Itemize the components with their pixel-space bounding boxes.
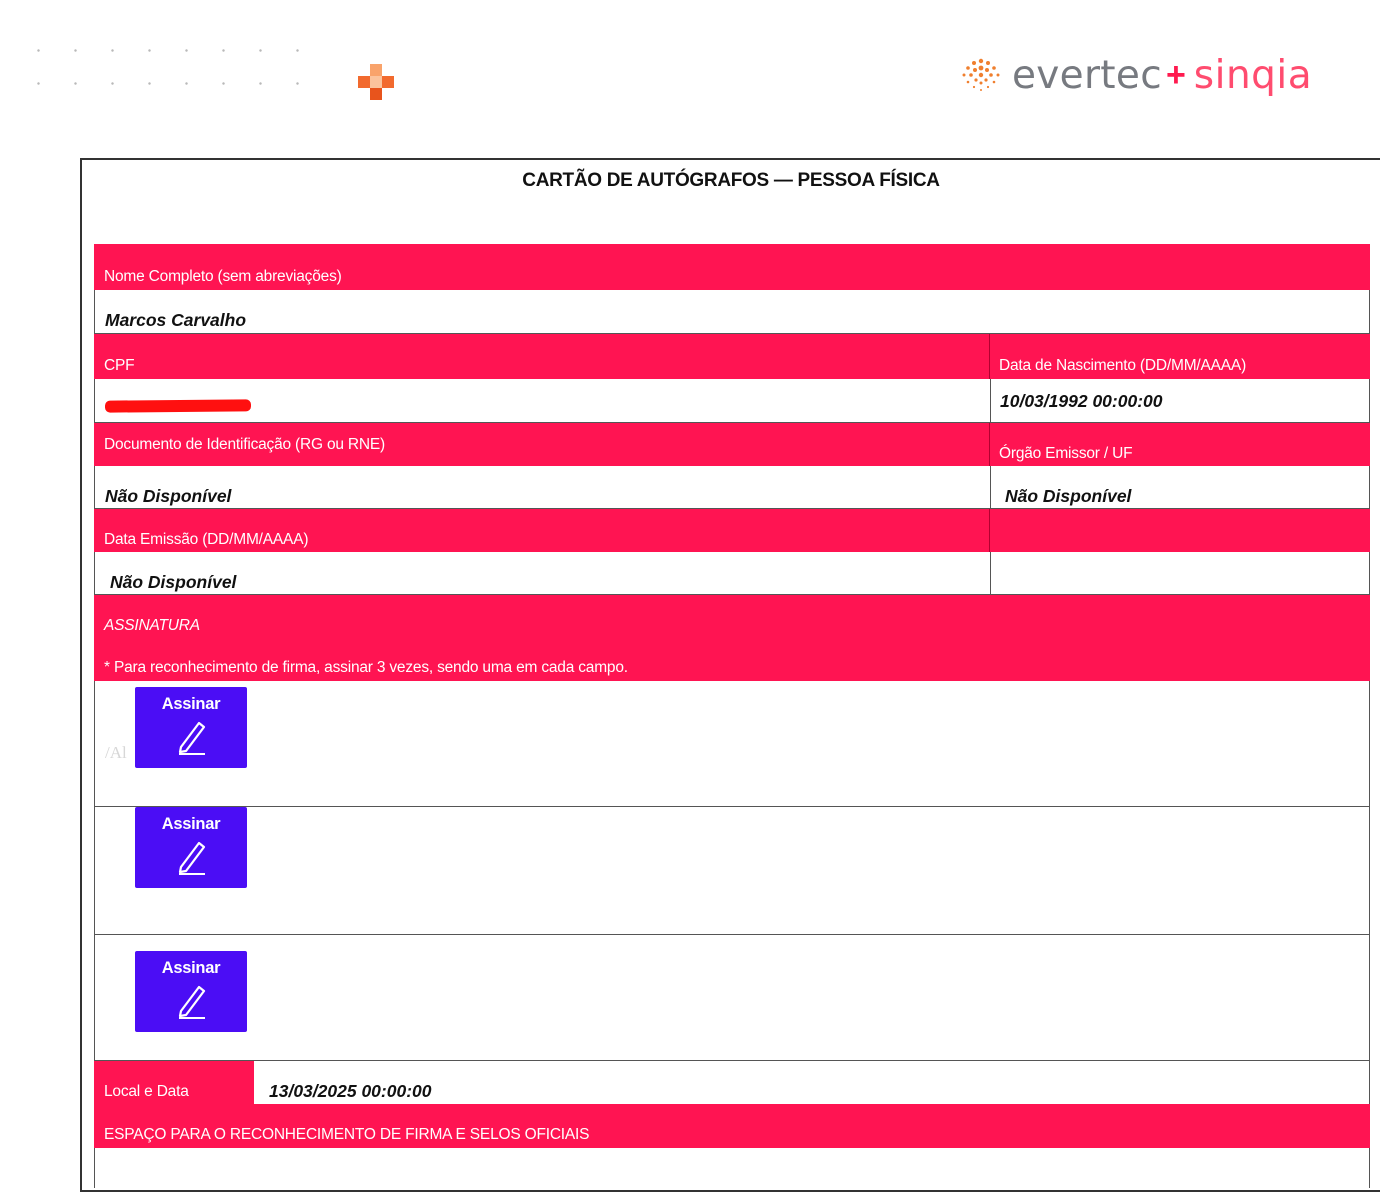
assinatura-note: * Para reconhecimento de firma, assinar 3 vezes, sendo uma em cada campo. bbox=[104, 659, 628, 676]
cpf-label: CPF bbox=[104, 357, 135, 374]
evertec-dots-icon bbox=[958, 55, 1004, 95]
cpf-value-row bbox=[94, 379, 1370, 423]
nome-label-row bbox=[94, 244, 1370, 290]
sign-button-3[interactable] bbox=[135, 951, 247, 1032]
sign-button-2-label: Assinar bbox=[161, 815, 221, 833]
local-label: Local e Data bbox=[104, 1083, 189, 1100]
assinatura-header bbox=[94, 595, 1370, 681]
pen-icon bbox=[171, 837, 211, 877]
signature-card bbox=[80, 158, 1380, 1192]
local-label-cell bbox=[94, 1061, 254, 1104]
espaco-field bbox=[94, 1148, 1370, 1188]
sign-button-3-label: Assinar bbox=[161, 959, 221, 977]
nome-value: Marcos Carvalho bbox=[105, 310, 247, 330]
documento-value-row bbox=[94, 466, 1370, 509]
evertec-sinqia-logo bbox=[958, 52, 1312, 98]
nome-value-row bbox=[94, 290, 1370, 334]
signature-field-1 bbox=[94, 681, 1370, 807]
nome-label: Nome Completo (sem abreviações) bbox=[104, 268, 342, 285]
card-title: CARTÃO DE AUTÓGRAFOS — PESSOA FÍSICA bbox=[522, 170, 940, 191]
orgao-label: Órgão Emissor / UF bbox=[999, 445, 1133, 462]
orgao-value: Não Disponível bbox=[1005, 486, 1132, 506]
sign-button-1[interactable] bbox=[135, 687, 247, 768]
emissao-value: Não Disponível bbox=[110, 572, 237, 592]
sign-button-2[interactable] bbox=[135, 807, 247, 888]
orange-cross-icon bbox=[355, 64, 397, 100]
decorative-dot-grid bbox=[20, 34, 300, 114]
documento-label: Documento de Identificação (RG ou RNE) bbox=[104, 436, 386, 453]
nascimento-value: 10/03/1992 00:00:00 bbox=[1000, 391, 1163, 411]
documento-value: Não Disponível bbox=[105, 486, 232, 506]
assinatura-label: ASSINATURA bbox=[104, 617, 200, 634]
signature-field-3 bbox=[94, 935, 1370, 1061]
nascimento-label: Data de Nascimento (DD/MM/AAAA) bbox=[999, 357, 1247, 374]
signature-field-2 bbox=[94, 807, 1370, 935]
emissao-label-row bbox=[94, 509, 1370, 552]
logo-evertec-text: evertec bbox=[1012, 52, 1162, 98]
espaco-label-row bbox=[94, 1104, 1370, 1148]
local-row bbox=[94, 1061, 1370, 1104]
cpf-redacted bbox=[105, 399, 251, 412]
emissao-value-row bbox=[94, 552, 1370, 595]
emissao-label: Data Emissão (DD/MM/AAAA) bbox=[104, 531, 309, 548]
ghost-text: /Al bbox=[105, 743, 127, 762]
pen-icon bbox=[171, 981, 211, 1021]
cpf-label-row bbox=[94, 334, 1370, 379]
logo-plus-text: + bbox=[1165, 55, 1186, 94]
logo-sinqia-text: sinqia bbox=[1193, 52, 1313, 98]
local-value: 13/03/2025 00:00:00 bbox=[269, 1081, 432, 1101]
pen-icon bbox=[171, 717, 211, 757]
espaco-label: ESPAÇO PARA O RECONHECIMENTO DE FIRMA E SELOS OFICIAIS bbox=[104, 1126, 590, 1143]
sign-button-1-label: Assinar bbox=[161, 695, 221, 713]
documento-label-row bbox=[94, 423, 1370, 466]
